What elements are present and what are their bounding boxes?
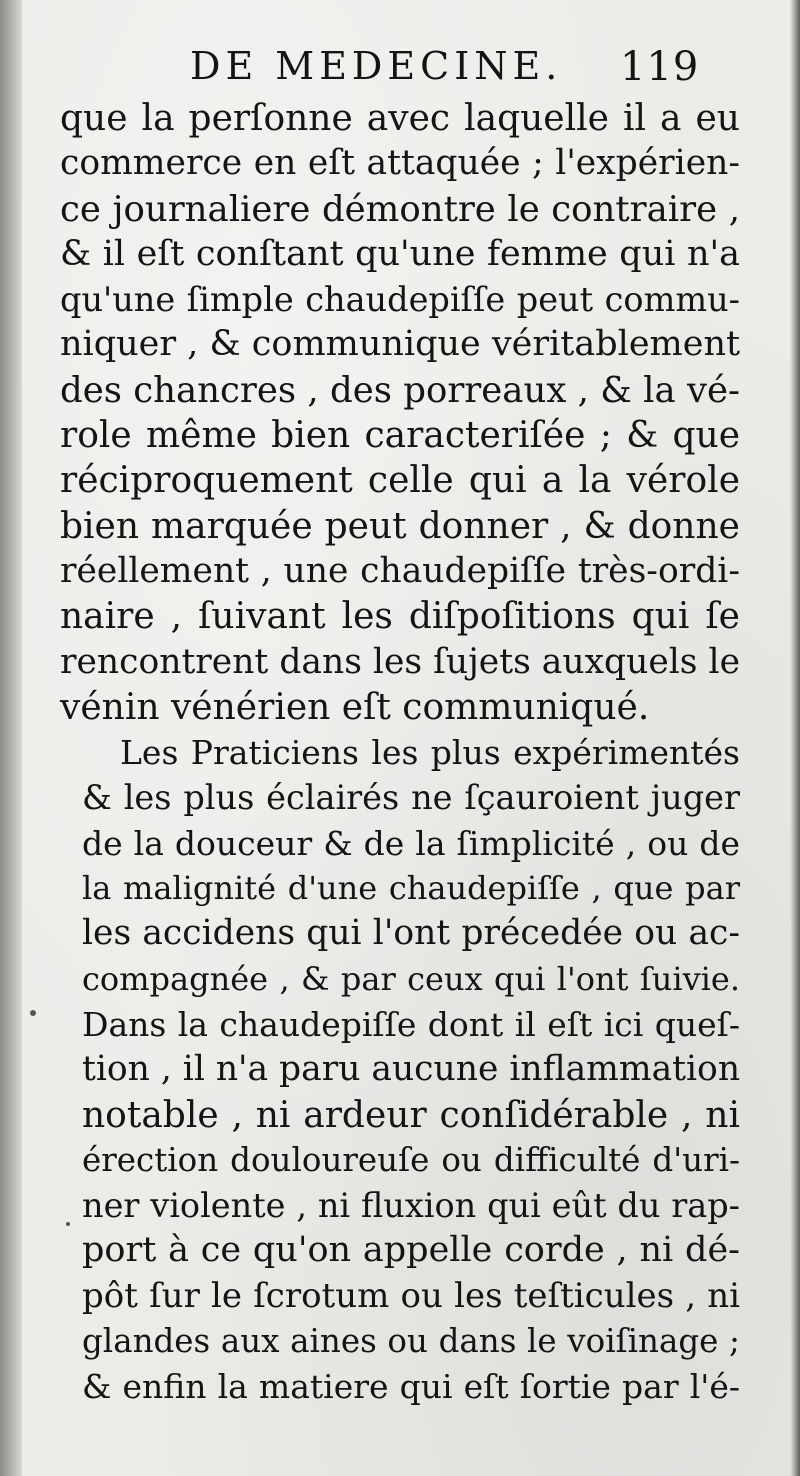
text-line: de la douceur & de la ſimplicité , ou de <box>82 823 740 863</box>
text-line: qu'une ſimple chaudepiſſe peut commu- <box>60 280 740 320</box>
page-edge-shadow <box>790 0 800 1476</box>
text-line: réellement , une chaudepiſſe très-ordi- <box>60 550 740 591</box>
text-line: & enfin la matiere qui eſt ſortie par l'é- <box>82 1367 740 1407</box>
paragraph-first-line: Les Praticiens les plus expérimentés <box>120 733 740 773</box>
text-line: commerce en eſt attaquée ; l'expérien- <box>60 143 740 184</box>
text-line: ner violente , ni fluxion qui eût du rap- <box>82 1186 740 1226</box>
page-number: 119 <box>620 44 700 90</box>
text-line: réciproquement celle qui a la vérole <box>60 460 740 502</box>
text-line: & il eſt conſtant qu'une femme qui n'a <box>60 233 740 274</box>
text-line: role même bien caracteriſée ; & que <box>60 415 740 457</box>
text-line: niquer , & communique véritablement <box>60 324 741 365</box>
ink-speck <box>66 1222 70 1226</box>
text-line: notable , ni ardeur conſidérable , ni <box>82 1094 740 1136</box>
running-title: DE MEDECINE. <box>190 44 563 88</box>
text-line: glandes aux aines ou dans le voiſinage ; <box>82 1322 740 1361</box>
text-line: ce journaliere démontre le contraire , <box>60 188 740 230</box>
text-line: port à ce qu'on appelle corde , ni dé- <box>82 1230 740 1271</box>
text-line: que la perſonne avec laquelle il a eu <box>60 98 740 139</box>
text-line: compagnée , & par ceux qui l'ont ſuivie. <box>82 959 740 998</box>
text-line: des chancres , des porreaux , & la vé- <box>60 369 740 411</box>
text-line: la malignité d'une chaudepiſſe , que par <box>82 869 740 908</box>
text-line: rencontrent dans les ſujets auxquels le <box>60 641 740 682</box>
text-line: bien marquée peut donner , & donne <box>60 505 740 547</box>
ink-speck <box>30 1010 36 1016</box>
text-line: vénin vénérien eſt communiqué. <box>60 686 650 728</box>
page-gutter-shadow <box>0 0 22 1476</box>
text-line: pôt ſur le ſcrotum ou les teſticules , ni <box>82 1275 740 1316</box>
text-line: Dans la chaudepiſſe dont il eſt ici queſ- <box>82 1004 740 1044</box>
text-line: & les plus éclairés ne ſçauroient juger <box>82 778 740 818</box>
text-line: naire , ſuivant les diſpoſitions qui ſe <box>60 596 740 638</box>
text-line: les accidens qui l'ont précedée ou ac- <box>82 913 740 954</box>
text-line: érection douloureuſe ou difficulté d'uri- <box>82 1140 740 1179</box>
text-line: tion , il n'a paru aucune inflammation <box>82 1049 741 1090</box>
body-text <box>60 96 740 1410</box>
